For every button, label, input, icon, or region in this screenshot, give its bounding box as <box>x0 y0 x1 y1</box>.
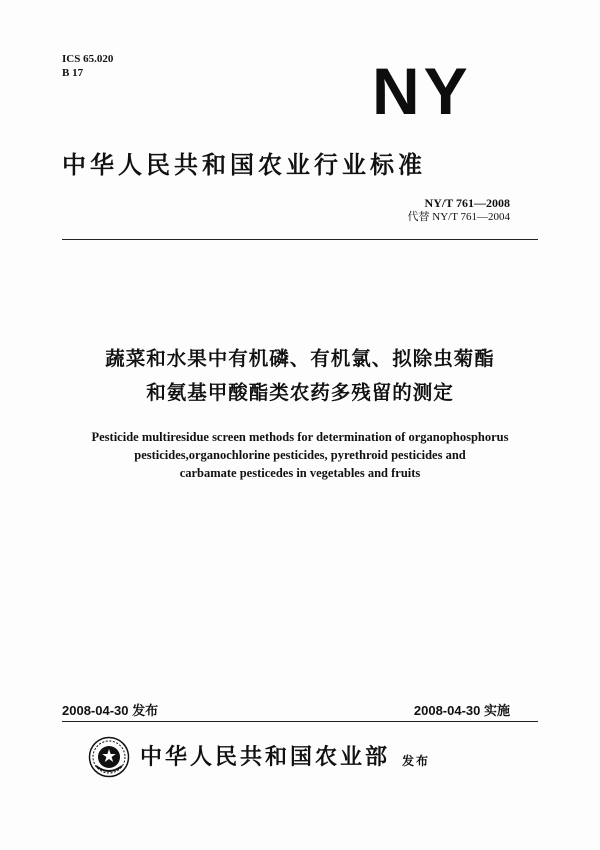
ministry-emblem-icon <box>88 736 130 778</box>
standard-number-block <box>408 196 510 224</box>
standard-category-title: 中华人民共和国农业行业标准 <box>62 151 426 179</box>
ics-code: ICS 65.020 <box>62 53 114 65</box>
bottom-divider <box>62 721 538 722</box>
top-divider <box>62 239 538 240</box>
classification-codes <box>62 52 113 80</box>
standard-number: NY/T 761—2008 <box>424 196 510 210</box>
ccs-code: B 17 <box>62 67 84 79</box>
chinese-title-line-1: 蔬菜和水果中有机磷、有机氯、拟除虫菊酯 <box>105 347 495 370</box>
ny-logo: NY <box>372 54 472 128</box>
publish-label: 发布 <box>402 754 431 768</box>
chinese-title-line-2: 和氨基甲酸酯类农药多残留的测定 <box>146 381 454 404</box>
english-title <box>40 428 560 482</box>
ministry-name: 中华人民共和国农业部 <box>140 745 391 770</box>
chinese-title <box>40 342 560 410</box>
issue-date: 2008-04-30 发布 <box>62 703 159 718</box>
english-title-line-2: pesticides,organochlorine pesticides, pyrethroid pesticides and <box>134 448 466 462</box>
english-title-line-3: carbamate pesticedes in vegetables and fruits <box>179 466 421 480</box>
implementation-date: 2008-04-30 实施 <box>413 703 510 718</box>
english-title-line-1: Pesticide multiresidue screen methods for determination of organophosphorus <box>91 430 509 444</box>
replaces-standard: 代替 NY/T 761—2004 <box>407 211 510 223</box>
